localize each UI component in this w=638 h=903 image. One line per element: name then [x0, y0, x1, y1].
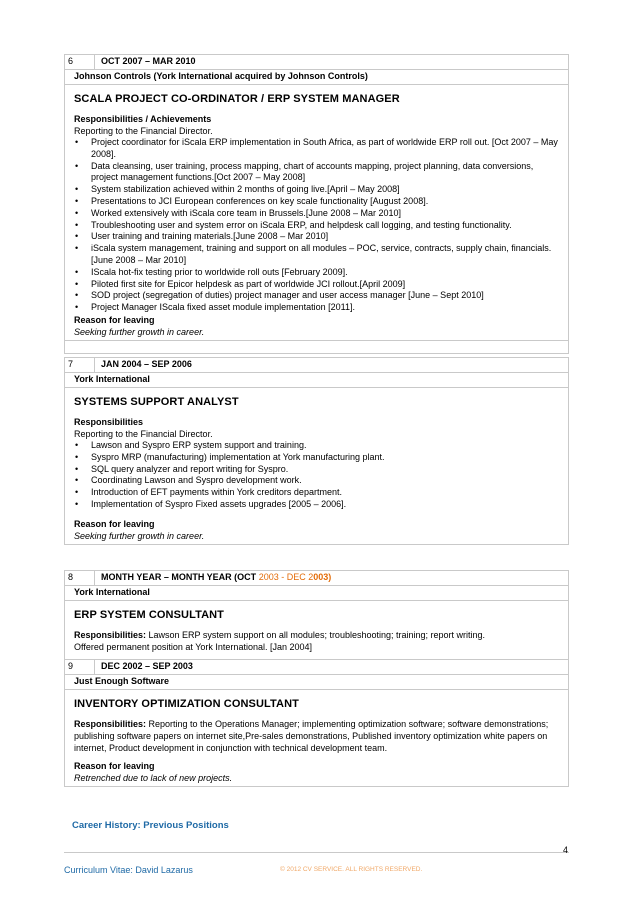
- job-company: Just Enough Software: [65, 675, 568, 690]
- job-number: 9: [65, 660, 95, 674]
- job-number: 7: [65, 358, 95, 372]
- list-item: • IScala hot-fix testing prior to worldwide roll outs [February 2009].: [74, 267, 562, 279]
- job-dates: MONTH YEAR – MONTH YEAR (OCT 2003 - DEC 2003): [101, 572, 332, 582]
- job-role: ERP SYSTEM CONSULTANT: [74, 609, 224, 621]
- list-item: • Data cleansing, user training, process mapping, chart of accounts mapping, project planning, data conversions, project management functions.[Oct 2007 – May 2008]: [74, 161, 562, 185]
- reporting-line: Reporting to the Financial Director.: [74, 126, 213, 136]
- job-role: INVENTORY OPTIMIZATION CONSULTANT: [74, 698, 299, 710]
- list-item: • Syspro MRP (manufacturing) implementation at York manufacturing plant.: [74, 452, 562, 464]
- footer-left: Curriculum Vitae: David Lazarus: [64, 865, 193, 875]
- footer-divider: [64, 852, 569, 853]
- reason-title: Reason for leaving: [74, 761, 155, 771]
- list-item: • SOD project (segregation of duties) project manager and user access manager [June – Sept 2010]: [74, 290, 562, 302]
- job-number: 6: [65, 55, 95, 69]
- list-item: • Lawson and Syspro ERP system support and training.: [74, 440, 562, 452]
- list-item: • iScala system management, training and support on all modules – POC, service, contracts, supply chain, financials.[June 2008 – Mar 2010]: [74, 243, 562, 267]
- list-item: • System stabilization achieved within 2 months of going live.[April – May 2008]: [74, 184, 562, 196]
- reason-text: Retrenched due to lack of new projects.: [74, 773, 233, 783]
- bullet-list: [74, 137, 562, 314]
- job-header: [65, 571, 568, 586]
- reason-text: Seeking further growth in career.: [74, 326, 205, 337]
- job-header: [65, 659, 568, 675]
- page-number: 4: [562, 845, 568, 855]
- reason-title: Reason for leaving: [74, 518, 155, 529]
- job-role: SYSTEMS SUPPORT ANALYST: [74, 396, 239, 408]
- job-dates: JAN 2004 – SEP 2006: [101, 359, 192, 369]
- section-title: Responsibilities / Achievements: [74, 114, 212, 124]
- reason-title: Reason for leaving: [74, 314, 155, 325]
- job-header: [65, 55, 568, 70]
- job-number: 8: [65, 571, 95, 585]
- job-company: Johnson Controls (York International acquired by Johnson Controls): [65, 70, 568, 85]
- list-item: • Coordinating Lawson and Syspro development work.: [74, 475, 562, 487]
- footer-copyright: © 2012 CV SERVICE. ALL RIGHTS RESERVED.: [280, 866, 423, 873]
- responsibilities-text-2: Offered permanent position at York International. [Jan 2004]: [74, 642, 312, 652]
- job-dates: DEC 2002 – SEP 2003: [101, 661, 193, 671]
- job-company: York International: [65, 373, 568, 388]
- list-item: • Implementation of Syspro Fixed assets upgrades [2005 – 2006].: [74, 499, 562, 511]
- list-item: • User training and training materials.[June 2008 – Mar 2010]: [74, 231, 562, 243]
- job-entry-6: [64, 54, 569, 354]
- bullet-list: [74, 440, 562, 511]
- list-item: • Worked extensively with iScala core team in Brussels.[June 2008 – Mar 2010]: [74, 208, 562, 220]
- job-company: York International: [65, 586, 568, 601]
- list-item: • Project coordinator for iScala ERP implementation in South Africa, as part of worldwide ERP roll out. [Oct 2007 – May 2008].: [74, 137, 562, 161]
- job-role: SCALA PROJECT CO-ORDINATOR / ERP SYSTEM MANAGER: [74, 93, 400, 105]
- list-item: • Presentations to JCI European conferences on key scale functionality [August 2008].: [74, 196, 562, 208]
- job-entry-7: [64, 357, 569, 545]
- section-footer-title: Career History: Previous Positions: [72, 820, 229, 831]
- list-item: • SQL query analyzer and report writing for Syspro.: [74, 464, 562, 476]
- reason-text: Seeking further growth in career.: [74, 530, 205, 541]
- row-divider: [65, 340, 568, 353]
- responsibilities-text: Responsibilities: Reporting to the Operations Manager; implementing optimization software; software demonstrations; publishing software papers on internet site,Pre-sales demonstrations, Published inventory optimization white papers on internet, Product development in conjunction with technical development team.: [74, 719, 549, 753]
- responsibilities-text: Responsibilities: Lawson ERP system support on all modules; troubleshooting; training; report writing.: [74, 630, 486, 640]
- list-item: • Troubleshooting user and system error on iScala ERP, and helpdesk call logging, and testing functionality.: [74, 220, 562, 232]
- list-item: • Project Manager IScala fixed asset module implementation [2011].: [74, 302, 562, 314]
- list-item: • Piloted first site for Epicor helpdesk as part of worldwide JCI rollout.[April 2009]: [74, 279, 562, 291]
- job-entry-8: [64, 570, 569, 787]
- list-item: • Introduction of EFT payments within York creditors department.: [74, 487, 562, 499]
- job-header: [65, 358, 568, 373]
- reporting-line: Reporting to the Financial Director.: [74, 429, 213, 439]
- section-title: Responsibilities: [74, 417, 144, 427]
- job-dates: OCT 2007 – MAR 2010: [101, 56, 196, 66]
